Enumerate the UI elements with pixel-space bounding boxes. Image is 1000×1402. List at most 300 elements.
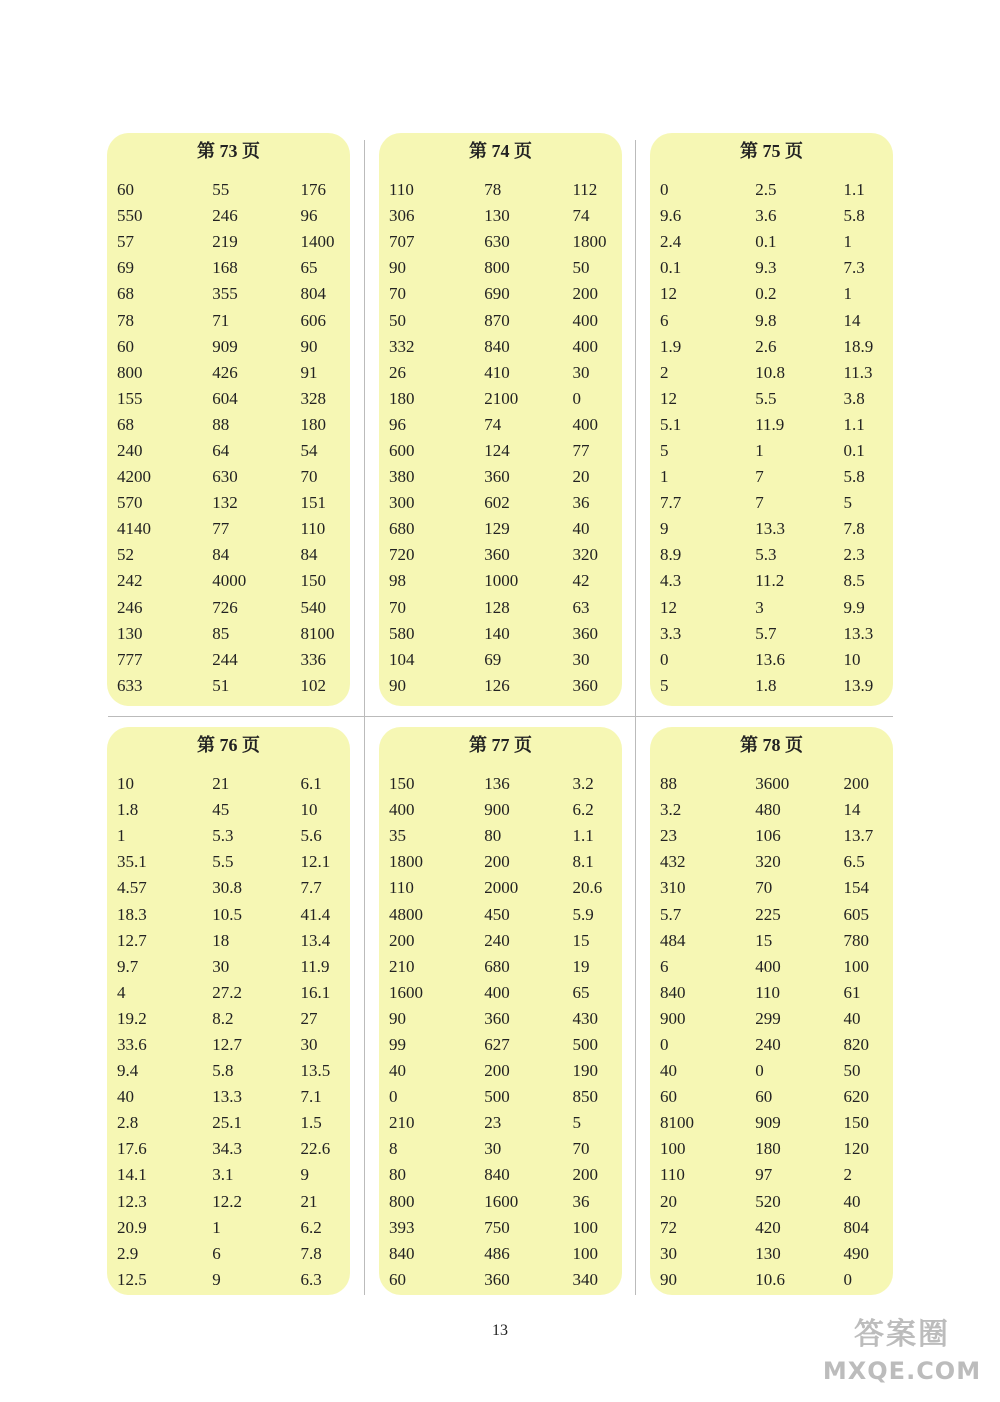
answer-cell: 20.6	[572, 878, 603, 898]
answer-row	[660, 797, 893, 823]
answer-cell: 124	[484, 440, 510, 460]
answer-cell: 8100	[300, 623, 335, 643]
answer-cell: 3.2	[660, 800, 682, 820]
answer-cell: 68	[117, 414, 134, 434]
answer-row	[389, 203, 622, 229]
answer-cell: 726	[212, 597, 238, 617]
answer-cell: 6.2	[572, 800, 594, 820]
answer-cell: 13.4	[300, 930, 331, 950]
answer-cell: 60	[755, 1087, 773, 1107]
answer-cell: 9.6	[660, 206, 682, 226]
answer-cell: 40	[843, 1008, 861, 1028]
answer-cell: 130	[755, 1243, 781, 1263]
answer-row	[660, 1241, 893, 1267]
answer-cell: 3600	[755, 774, 790, 794]
answer-cell: 8.2	[212, 1008, 234, 1028]
answer-row	[117, 1006, 350, 1032]
answer-rows	[660, 771, 893, 1293]
answer-cell: 180	[755, 1139, 781, 1159]
answer-cell: 128	[484, 597, 510, 617]
answer-cell: 4140	[117, 519, 151, 539]
answer-cell: 5.7	[660, 904, 682, 924]
answer-cell: 0	[755, 1061, 764, 1081]
answer-row	[117, 360, 350, 386]
answer-cell: 1.9	[660, 336, 682, 356]
answer-cell: 90	[660, 1269, 677, 1289]
answer-cell: 299	[755, 1008, 781, 1028]
answer-cell: 33.6	[117, 1034, 147, 1054]
answer-row	[389, 516, 622, 542]
answer-row	[117, 229, 350, 255]
answer-row	[117, 307, 350, 333]
answer-cell: 804	[300, 284, 326, 304]
answer-cell: 16.1	[300, 982, 331, 1002]
answer-panel-p73	[107, 133, 350, 706]
answer-cell: 13.3	[843, 623, 874, 643]
answer-cell: 12	[660, 388, 677, 408]
answer-cell: 840	[389, 1243, 415, 1263]
answer-cell: 5	[572, 1113, 581, 1133]
answer-row	[117, 928, 350, 954]
answer-cell: 77	[572, 440, 590, 460]
answer-cell: 13.7	[843, 826, 874, 846]
answer-cell: 6.5	[843, 852, 865, 872]
answer-row	[389, 464, 622, 490]
answer-cell: 570	[117, 493, 143, 513]
answer-cell: 80	[389, 1165, 406, 1185]
answer-cell: 400	[572, 310, 598, 330]
answer-cell: 3.8	[843, 388, 865, 408]
answer-cell: 1000	[484, 571, 519, 591]
answer-cell: 500	[572, 1034, 598, 1054]
answer-cell: 6	[212, 1243, 221, 1263]
answer-cell: 0.1	[660, 258, 682, 278]
answer-row	[660, 1136, 893, 1162]
answer-row	[117, 203, 350, 229]
answer-cell: 5.8	[843, 467, 865, 487]
answer-cell: 60	[117, 336, 134, 356]
answer-cell: 1	[843, 284, 852, 304]
answer-cell: 25.1	[212, 1113, 242, 1133]
answer-row	[660, 875, 893, 901]
answer-cell: 35	[389, 826, 406, 846]
answer-cell: 23	[484, 1113, 502, 1133]
answer-rows	[389, 771, 622, 1293]
answer-cell: 5	[660, 440, 669, 460]
answer-cell: 9.9	[843, 597, 865, 617]
answer-row	[660, 464, 893, 490]
answer-cell: 400	[572, 414, 598, 434]
answer-cell: 1.1	[572, 826, 594, 846]
answer-cell: 8100	[660, 1113, 694, 1133]
answer-cell: 110	[389, 180, 414, 200]
answer-rows	[389, 177, 622, 699]
answer-panel-p78	[650, 727, 893, 1295]
answer-cell: 720	[389, 545, 415, 565]
answer-row	[660, 1006, 893, 1032]
answer-cell: 20.9	[117, 1217, 147, 1237]
answer-cell: 400	[389, 800, 415, 820]
answer-cell: 1.1	[843, 180, 865, 200]
answer-cell: 2.8	[117, 1113, 139, 1133]
answer-cell: 9.7	[117, 956, 139, 976]
answer-cell: 10.8	[755, 362, 785, 382]
answer-cell: 909	[212, 336, 238, 356]
answer-cell: 7.8	[300, 1243, 322, 1263]
answer-cell: 2	[843, 1165, 852, 1185]
answer-cell: 310	[660, 878, 686, 898]
answer-cell: 620	[843, 1087, 869, 1107]
answer-row	[117, 1215, 350, 1241]
answer-row	[117, 1136, 350, 1162]
answer-cell: 100	[660, 1139, 686, 1159]
answer-row	[389, 901, 622, 927]
answer-row	[389, 928, 622, 954]
answer-cell: 550	[117, 206, 143, 226]
answer-cell: 400	[755, 956, 781, 976]
answer-cell: 627	[484, 1034, 510, 1054]
answer-cell: 9	[300, 1165, 309, 1185]
answer-cell: 6.1	[300, 774, 322, 794]
answer-cell: 6	[660, 956, 669, 976]
answer-cell: 112	[572, 180, 598, 200]
answer-row	[117, 464, 350, 490]
answer-cell: 36	[572, 1191, 590, 1211]
answer-cell: 300	[389, 493, 415, 513]
answer-panel-p75	[650, 133, 893, 706]
answer-cell: 180	[300, 414, 326, 434]
answer-cell: 242	[117, 571, 143, 591]
answer-row	[660, 307, 893, 333]
answer-cell: 70	[300, 467, 318, 487]
answer-cell: 1600	[484, 1191, 519, 1211]
answer-cell: 150	[300, 571, 326, 591]
answer-cell: 34.3	[212, 1139, 242, 1159]
answer-cell: 4.3	[660, 571, 682, 591]
answer-cell: 77	[212, 519, 230, 539]
answer-cell: 328	[300, 388, 326, 408]
answer-cell: 60	[660, 1087, 677, 1107]
answer-row	[389, 673, 622, 699]
answer-cell: 50	[389, 310, 406, 330]
answer-cell: 3.6	[755, 206, 777, 226]
answer-cell: 45	[212, 800, 230, 820]
answer-cell: 200	[843, 774, 869, 794]
answer-row	[389, 621, 622, 647]
answer-row	[389, 490, 622, 516]
answer-cell: 1600	[389, 982, 423, 1002]
answer-cell: 630	[212, 467, 238, 487]
answer-rows	[117, 177, 350, 699]
answer-cell: 2.6	[755, 336, 777, 356]
answer-cell: 60	[117, 180, 134, 200]
answer-cell: 200	[484, 1061, 510, 1081]
page-number: 13	[492, 1322, 508, 1339]
answer-cell: 176	[300, 180, 326, 200]
answer-cell: 0.2	[755, 284, 777, 304]
answer-cell: 5.3	[212, 826, 234, 846]
answer-cell: 400	[572, 336, 598, 356]
answer-cell: 2.3	[843, 545, 865, 565]
answer-row	[117, 673, 350, 699]
answer-cell: 40	[660, 1061, 677, 1081]
answer-row	[389, 1162, 622, 1188]
answer-cell: 486	[484, 1243, 510, 1263]
answer-cell: 74	[572, 206, 590, 226]
answer-cell: 210	[389, 1113, 415, 1133]
answer-cell: 35.1	[117, 852, 147, 872]
answer-cell: 707	[389, 232, 415, 252]
answer-row	[660, 281, 893, 307]
answer-cell: 65	[572, 982, 590, 1002]
answer-cell: 88	[660, 774, 677, 794]
answer-row	[389, 1241, 622, 1267]
answer-cell: 360	[484, 467, 510, 487]
answer-cell: 520	[755, 1191, 781, 1211]
answer-cell: 480	[755, 800, 781, 820]
answer-cell: 540	[300, 597, 326, 617]
answer-cell: 68	[117, 284, 134, 304]
answer-row	[389, 1058, 622, 1084]
answer-cell: 129	[484, 519, 510, 539]
answer-cell: 11.9	[300, 956, 330, 976]
answer-cell: 64	[212, 440, 230, 460]
answer-cell: 126	[484, 675, 510, 695]
answer-row	[660, 621, 893, 647]
answer-row	[660, 542, 893, 568]
answer-cell: 4.57	[117, 878, 147, 898]
answer-cell: 340	[572, 1269, 598, 1289]
answer-cell: 10.6	[755, 1269, 785, 1289]
answer-cell: 130	[117, 623, 143, 643]
answer-cell: 870	[484, 310, 510, 330]
answer-cell: 5.5	[755, 388, 777, 408]
answer-row	[117, 797, 350, 823]
answer-cell: 80	[484, 826, 502, 846]
answer-row	[660, 673, 893, 699]
answer-cell: 13.5	[300, 1061, 331, 1081]
answer-cell: 630	[484, 232, 510, 252]
answer-cell: 800	[389, 1191, 415, 1211]
answer-cell: 320	[755, 852, 781, 872]
answer-row	[389, 1110, 622, 1136]
answer-cell: 30	[212, 956, 230, 976]
answer-panel-p77	[379, 727, 622, 1295]
answer-row	[389, 1189, 622, 1215]
answer-cell: 336	[300, 649, 326, 669]
answer-cell: 13.3	[755, 519, 785, 539]
answer-cell: 14.1	[117, 1165, 147, 1185]
answer-cell: 90	[389, 675, 406, 695]
answer-cell: 426	[212, 362, 238, 382]
answer-row	[660, 229, 893, 255]
answer-row	[117, 901, 350, 927]
answer-cell: 69	[484, 649, 502, 669]
answer-row	[389, 1006, 622, 1032]
answer-cell: 8.5	[843, 571, 865, 591]
answer-cell: 240	[755, 1034, 781, 1054]
answer-cell: 500	[484, 1087, 510, 1107]
answer-row	[660, 595, 893, 621]
answer-cell: 40	[572, 519, 590, 539]
answer-cell: 12.7	[212, 1034, 242, 1054]
answer-cell: 840	[660, 982, 686, 1002]
answer-cell: 11.2	[755, 571, 785, 591]
answer-row	[117, 1267, 350, 1293]
answer-rows	[117, 771, 350, 1293]
answer-cell: 1.5	[300, 1113, 322, 1133]
answer-row	[389, 412, 622, 438]
watermark-line2: MXQE.COM	[822, 1357, 982, 1385]
answer-row	[389, 980, 622, 1006]
answer-cell: 1.8	[755, 675, 777, 695]
answer-cell: 30	[300, 1034, 318, 1054]
answer-cell: 7.1	[300, 1087, 322, 1107]
answer-row	[117, 771, 350, 797]
answer-cell: 18.9	[843, 336, 874, 356]
answer-cell: 690	[484, 284, 510, 304]
answer-row	[117, 255, 350, 281]
answer-cell: 7.7	[300, 878, 322, 898]
panel-title: 第 78 页	[740, 735, 803, 755]
answer-cell: 9.4	[117, 1061, 139, 1081]
answer-cell: 132	[212, 493, 238, 513]
answer-cell: 13.3	[212, 1087, 242, 1107]
answer-cell: 355	[212, 284, 238, 304]
answer-cell: 5.8	[212, 1061, 234, 1081]
answer-cell: 633	[117, 675, 143, 695]
answer-cell: 240	[117, 440, 143, 460]
answer-row	[660, 177, 893, 203]
answer-cell: 800	[117, 362, 143, 382]
column-divider-left	[364, 140, 365, 1295]
answer-cell: 2.5	[755, 180, 777, 200]
answer-cell: 100	[843, 956, 869, 976]
answer-cell: 750	[484, 1217, 510, 1237]
answer-cell: 85	[212, 623, 230, 643]
answer-cell: 12	[660, 597, 677, 617]
answer-cell: 6	[660, 310, 669, 330]
answer-row	[117, 1032, 350, 1058]
answer-cell: 14	[843, 310, 861, 330]
answer-cell: 151	[300, 493, 326, 513]
answer-row	[117, 334, 350, 360]
panel-title: 第 75 页	[740, 141, 803, 161]
answer-cell: 30	[484, 1139, 502, 1159]
answer-cell: 360	[484, 1008, 510, 1028]
answer-row	[660, 1032, 893, 1058]
answer-cell: 360	[572, 623, 598, 643]
answer-row	[660, 1058, 893, 1084]
answer-cell: 605	[843, 904, 869, 924]
answer-cell: 96	[300, 206, 318, 226]
answer-cell: 150	[389, 774, 415, 794]
answer-cell: 20	[660, 1191, 677, 1211]
answer-cell: 96	[389, 414, 406, 434]
answer-cell: 5	[843, 493, 852, 513]
answer-row	[389, 647, 622, 673]
answer-cell: 200	[572, 1165, 598, 1185]
answer-row	[389, 595, 622, 621]
answer-cell: 1.8	[117, 800, 139, 820]
answer-cell: 69	[117, 258, 134, 278]
answer-row	[117, 647, 350, 673]
answer-row	[660, 901, 893, 927]
answer-cell: 20	[572, 467, 590, 487]
answer-row	[389, 255, 622, 281]
answer-cell: 51	[212, 675, 230, 695]
answer-cell: 155	[117, 388, 143, 408]
answer-cell: 225	[755, 904, 781, 924]
answer-cell: 74	[484, 414, 502, 434]
answer-cell: 55	[212, 180, 230, 200]
answer-cell: 6.2	[300, 1217, 322, 1237]
answer-cell: 219	[212, 232, 238, 252]
answer-row	[660, 516, 893, 542]
answer-row	[117, 1189, 350, 1215]
answer-cell: 150	[843, 1113, 869, 1133]
answer-cell: 430	[572, 1008, 598, 1028]
answer-cell: 1	[212, 1217, 221, 1237]
answer-row	[389, 568, 622, 594]
answer-cell: 840	[484, 1165, 510, 1185]
answer-row	[660, 360, 893, 386]
answer-row	[660, 928, 893, 954]
answer-cell: 410	[484, 362, 510, 382]
answer-cell: 15	[755, 930, 773, 950]
answer-cell: 4000	[212, 571, 247, 591]
answer-cell: 11.9	[755, 414, 785, 434]
answer-cell: 8.1	[572, 852, 594, 872]
answer-cell: 900	[484, 800, 510, 820]
answer-cell: 320	[572, 545, 598, 565]
answer-cell: 36	[572, 493, 590, 513]
answer-cell: 22.6	[300, 1139, 331, 1159]
answer-row	[389, 797, 622, 823]
answer-row	[660, 771, 893, 797]
answer-row	[660, 1084, 893, 1110]
answer-cell: 27	[300, 1008, 318, 1028]
answer-row	[117, 980, 350, 1006]
answer-row	[660, 823, 893, 849]
answer-cell: 180	[389, 388, 415, 408]
answer-cell: 0	[660, 1034, 669, 1054]
answer-row	[660, 954, 893, 980]
answer-cell: 70	[572, 1139, 590, 1159]
answer-cell: 8	[389, 1139, 398, 1159]
answer-cell: 30.8	[212, 878, 242, 898]
answer-row	[117, 386, 350, 412]
answer-cell: 40	[843, 1191, 861, 1211]
answer-cell: 60	[389, 1269, 406, 1289]
answer-cell: 100	[572, 1243, 598, 1263]
answer-cell: 84	[300, 545, 318, 565]
answer-row	[389, 823, 622, 849]
answer-cell: 5.8	[843, 206, 865, 226]
answer-cell: 10	[300, 800, 318, 820]
answer-cell: 3	[755, 597, 764, 617]
answer-cell: 850	[572, 1087, 598, 1107]
answer-row	[389, 307, 622, 333]
answer-row	[660, 412, 893, 438]
answer-row	[389, 875, 622, 901]
answer-row	[117, 177, 350, 203]
answer-cell: 6.3	[300, 1269, 322, 1289]
row-divider	[108, 716, 893, 717]
answer-cell: 40	[389, 1061, 406, 1081]
answer-cell: 19.2	[117, 1008, 147, 1028]
answer-cell: 840	[484, 336, 510, 356]
